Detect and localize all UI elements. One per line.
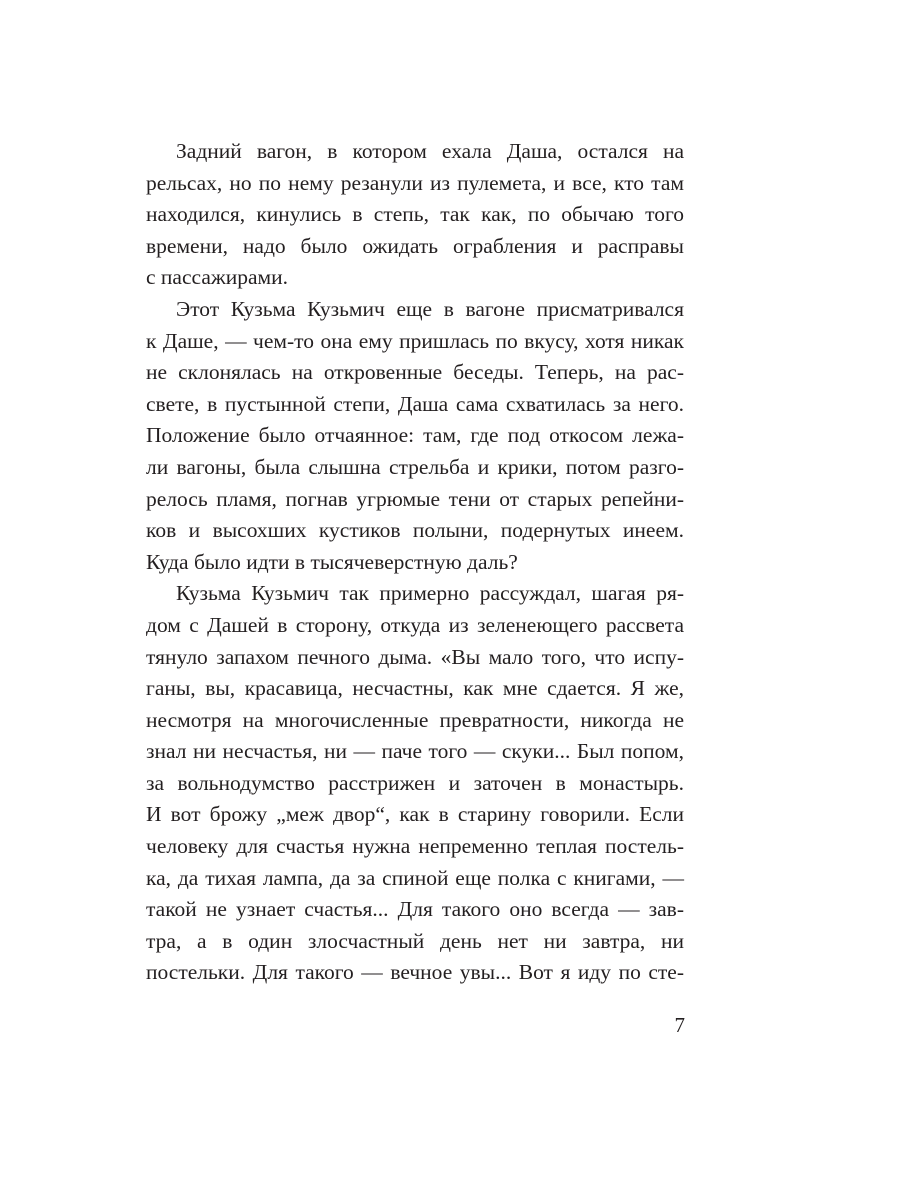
text-line: рельсах, но по нему резанули из пулемета, и все, кто там [146,170,684,195]
text-line: находился, кинулись в степь, так как, по обычаю того [146,202,684,227]
text-line: Задний вагон, в котором ехала Даша, остался на [176,139,684,163]
text-line: такой не узнает счастья... Для такого оно всегда — зав- [146,897,684,922]
text-line: Положение было отчаянное: там, где под откосом лежа- [146,423,684,448]
text-line: с пассажирами. [146,265,288,290]
text-line: несмотря на многочисленные превратности, никогда не [146,707,684,732]
text-line: Кузьма Кузьмич так примерно рассуждал, шагая ря- [176,581,684,606]
text-line: не склонялась на откровенные беседы. Теперь, на рас- [146,360,684,385]
text-line: постельки. Для такого — вечное увы... Вот я иду по сте- [146,960,684,985]
text-line: свете, в пустынной степи, Даша сама схватилась за него. [146,391,684,416]
text-line: к Даше, — чем-то она ему пришлась по вкусу, хотя никак [146,328,684,353]
text-line: ганы, вы, красавица, несчастны, как мне сдается. Я же, [146,676,684,701]
page-number: 7 [674,1013,685,1037]
text-line: Куда было идти в тысячеверстную даль? [146,549,518,574]
text-line: знал ни несчастья, ни — паче того — скуки... Был попом, [146,739,684,764]
paragraph [146,136,684,294]
page-body-text [146,136,684,989]
text-line: релось пламя, погнав угрюмые тени от старых репейни- [146,486,684,511]
text-line: за вольнодумство расстрижен и заточен в монастырь. [146,770,684,795]
text-line: времени, надо было ожидать ограбления и расправы [146,233,684,258]
text-line: ков и высохших кустиков полыни, подернутых инеем. [146,518,684,543]
text-line: тянуло запахом печного дыма. «Вы мало того, что испу- [146,644,684,669]
text-line: тра, а в один злосчастный день нет ни завтра, ни [146,928,684,953]
text-line: ка, да тихая лампа, да за спиной еще полка с книгами, — [146,865,684,890]
paragraph [146,578,684,989]
text-line: И вот брожу „меж двор“, как в старину говорили. Если [146,802,684,827]
text-line: Этот Кузьма Кузьмич еще в вагоне присматривался [176,296,684,321]
text-line: человеку для счастья нужна непременно теплая постель- [146,834,684,859]
text-line: ли вагоны, была слышна стрельба и крики, потом разго- [146,454,684,479]
text-line: дом с Дашей в сторону, откуда из зеленеющего рассвета [146,612,684,637]
paragraph [146,294,684,578]
